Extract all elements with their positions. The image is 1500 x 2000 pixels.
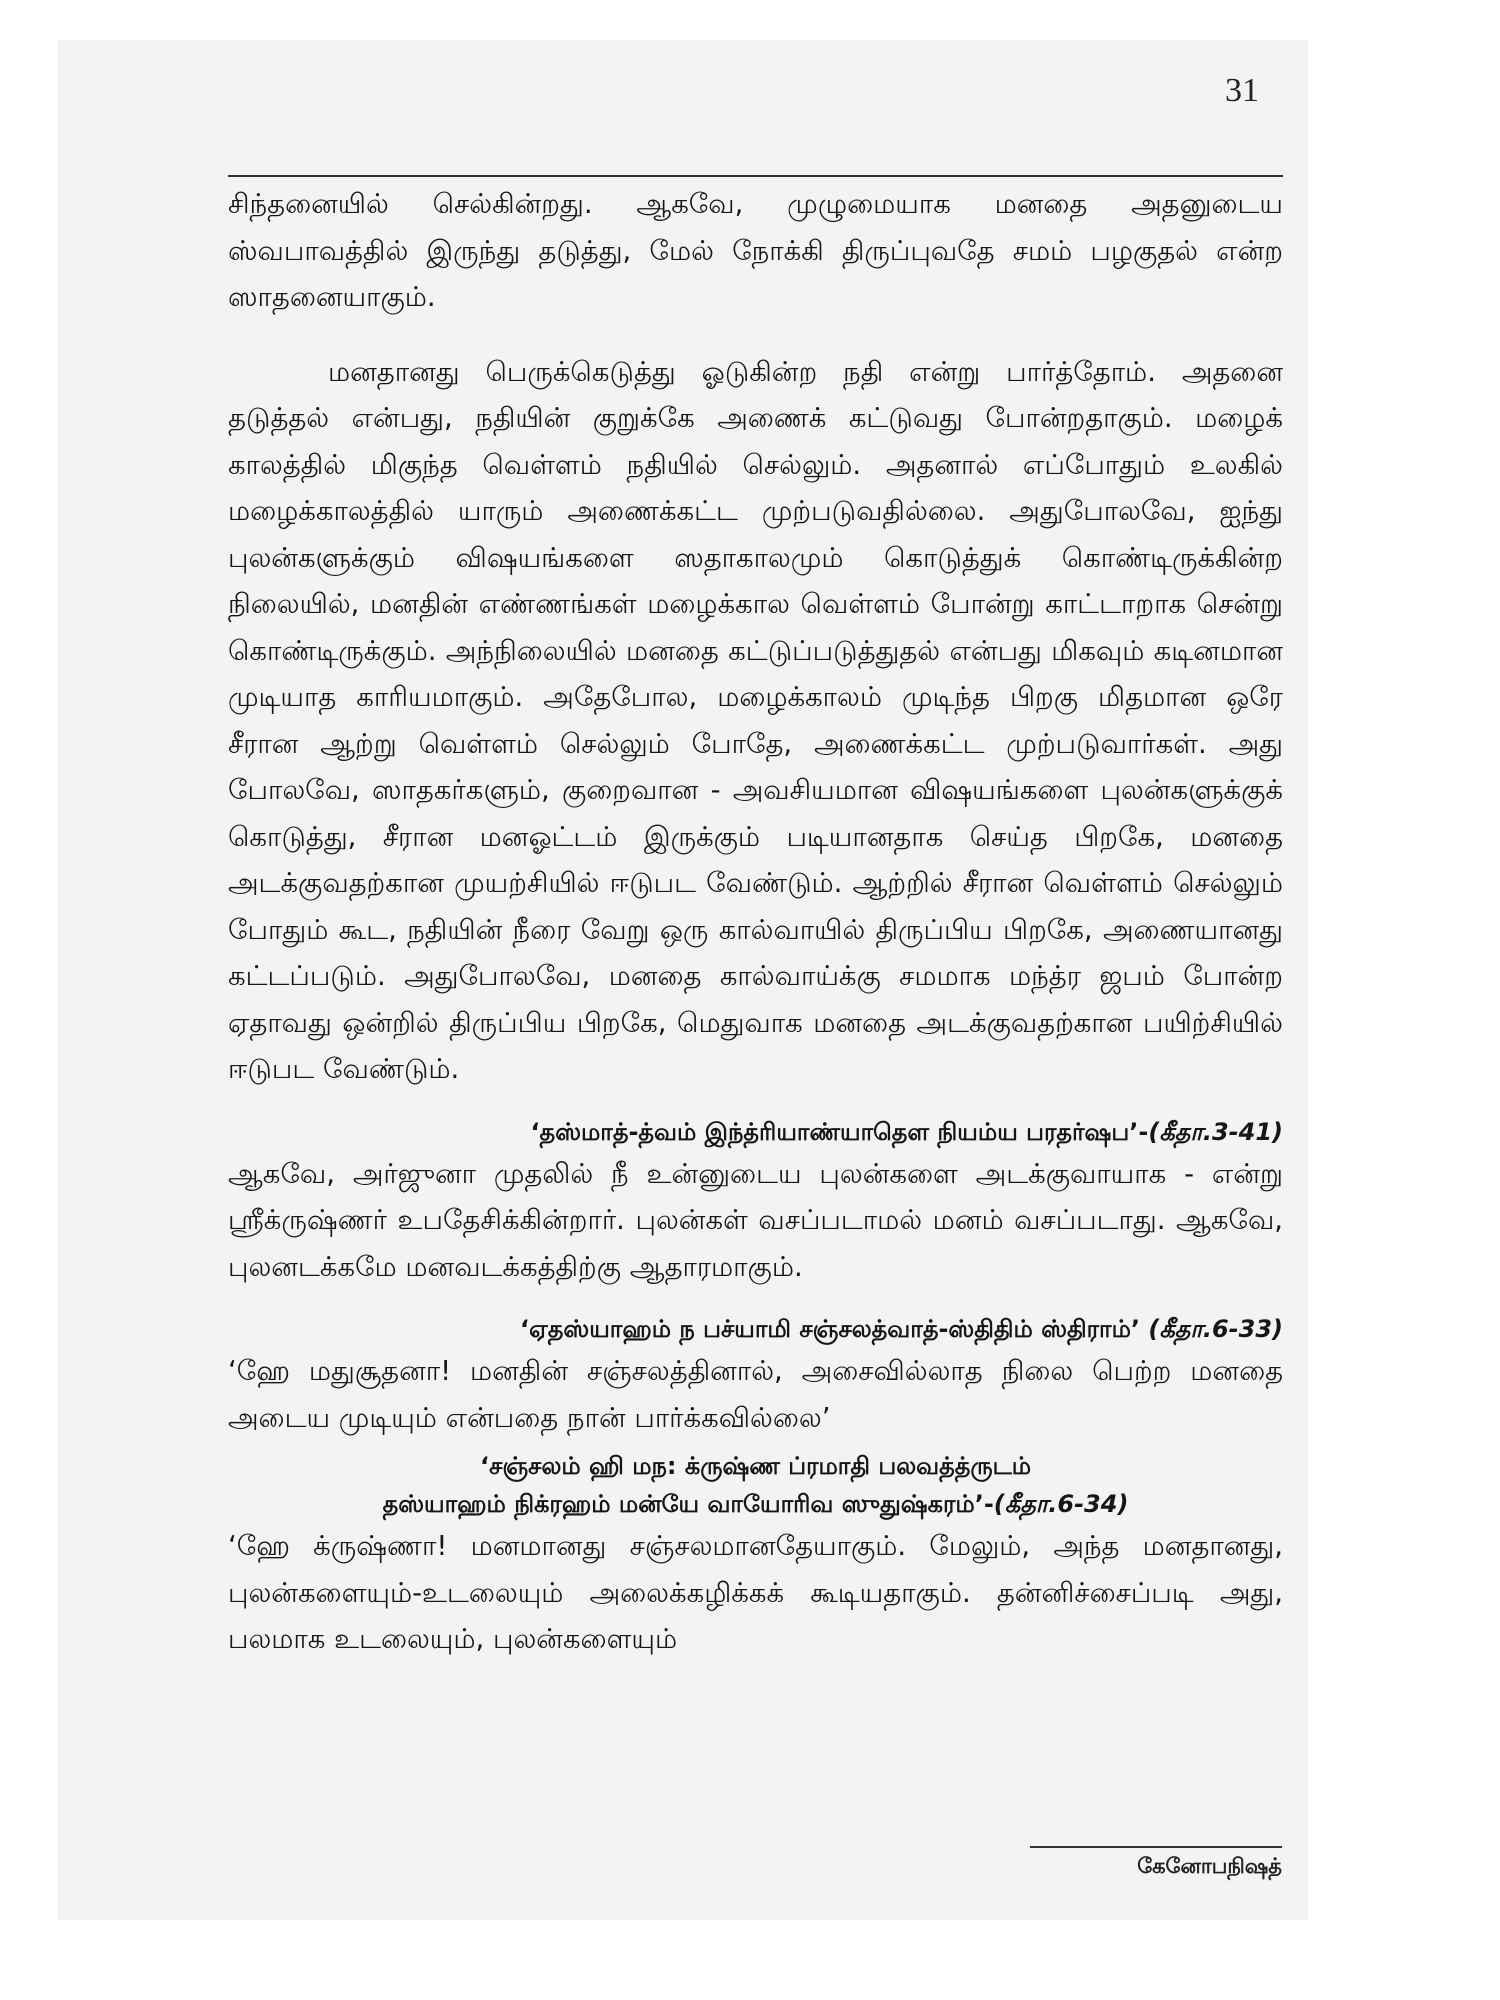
footer-book-title: கேனோபநிஷத்: [1137, 1854, 1282, 1878]
verse-gita-3-41: [228, 1113, 1283, 1151]
verse-gita-6-33: [228, 1310, 1283, 1348]
page-body: [228, 181, 1283, 1663]
verse-gita-6-34-line-1: ‘சஞ்சலம் ஹி மந: க்ருஷ்ண ப்ரமாதி பலவத்த்ருடம்: [479, 1452, 1032, 1480]
page-number: 31: [1225, 72, 1259, 109]
footer-divider: [1030, 1846, 1282, 1848]
verse-text: ‘தஸ்மாத்-த்வம் இந்த்ரியாண்யாதௌ நியம்ய பரதர்ஷப’-: [530, 1117, 1149, 1146]
paragraph-2: மனதானது பெருக்கெடுத்து ஓடுகின்ற நதி என்று பார்த்தோம். அதனை தடுத்தல் என்பது, நதியின் குறுக்கே அணைக் கட்டுவது போன்றதாகும். மழைக் காலத்தில் மிகுந்த வெள்ளம் நதியில் செல்லும். அதனால் எப்போதும் உலகில் மழைக்காலத்தில் யாரும் அணைக்கட்ட முற்படுவதில்லை. அதுபோலவே, ஐந்து புலன்களுக்கும் விஷயங்களை ஸதாகாலமும் கொடுத்துக் கொண்டிருக்கின்ற நிலையில், மனதின் எண்ணங்கள் மழைக்கால வெள்ளம் போன்று காட்டாறாக சென்று கொண்டிருக்கும். அந்நிலையில் மனதை கட்டுப்படுத்துதல் என்பது மிகவும் கடினமான முடியாத காரியமாகும். அதேபோல, மழைக்காலம் முடிந்த பிறகு மிதமான ஒரே சீரான ஆற்று வெள்ளம் செல்லும் போதே, அணைக்கட்ட முற்படுவார்கள். அது போலவே, ஸாதகர்களும், குறைவான - அவசியமான விஷயங்களை புலன்களுக்குக் கொடுத்து, சீரான மனஓட்டம் இருக்கும் படியானதாக செய்த பிறகே, மனதை அடக்குவதற்கான முயற்சியில் ஈடுபட வேண்டும். ஆற்றில் சீரான வெள்ளம் செல்லும் போதும் கூட, நதியின் நீரை வேறு ஒரு கால்வாயில் திருப்பிய பிறகே, அணையானது கட்டப்படும். அதுபோலவே, மனதை கால்வாய்க்கு சமமாக மந்த்ர ஜபம் போன்ற ஏதாவது ஒன்றில் திருப்பிய பிறகே, மெதுவாக மனதை அடக்குவதற்கான பயிற்சியில் ஈடுபட வேண்டும்.: [228, 355, 1283, 1085]
paragraph-1: சிந்தனையில் செல்கின்றது. ஆகவே, முழுமையாக மனதை அதனுடைய ஸ்வபாவத்தில் இருந்து தடுத்து, மேல் நோக்கி திருப்புவதே சமம் பழகுதல் என்ற ஸாதனையாகும்.: [228, 188, 1283, 313]
verse-text: தஸ்யாஹம் நிக்ரஹம் மன்யே வாயோரிவ ஸுதுஷ்கரம்’-: [382, 1490, 994, 1518]
verse-reference: (கீதா.3-41): [1148, 1117, 1283, 1146]
verse-reference: (கீதா.6-33): [1148, 1315, 1283, 1343]
verse-text: ‘ஏதஸ்யாஹம் ந பச்யாமி சஞ்சலத்வாத்-ஸ்திதிம் ஸ்திராம்’: [519, 1315, 1140, 1343]
header-divider: [228, 175, 1283, 177]
verse-gita-6-34-line-2: [228, 1485, 1283, 1523]
verse-reference: (கீதா.6-34): [993, 1490, 1129, 1518]
paragraph-5: ‘ஹே க்ருஷ்ணா! மனமானது சஞ்சலமானதேயாகும். மேலும், அந்த மனதானது, புலன்களையும்-உடலையும் அலைக்கழிக்கக் கூடியதாகும். தன்னிச்சைப்படி அது, பலமாக உடலையும், புலன்களையும்: [228, 1530, 1283, 1655]
paragraph-4: ‘ஹே மதுசூதனா! மனதின் சஞ்சலத்தினால், அசைவில்லாத நிலை பெற்ற மனதை அடைய முடியும் என்பதை நான் பார்க்கவில்லை’: [228, 1355, 1283, 1434]
paragraph-3: ஆகவே, அர்ஜுனா முதலில் நீ உன்னுடைய புலன்களை அடக்குவாயாக - என்று ஸ்ரீக்ருஷ்ணர் உபதேசிக்கின்றார். புலன்கள் வசப்படாமல் மனம் வசப்படாது. ஆகவே, புலனடக்கமே மனவடக்கத்திற்கு ஆதாரமாகும்.: [228, 1157, 1283, 1283]
